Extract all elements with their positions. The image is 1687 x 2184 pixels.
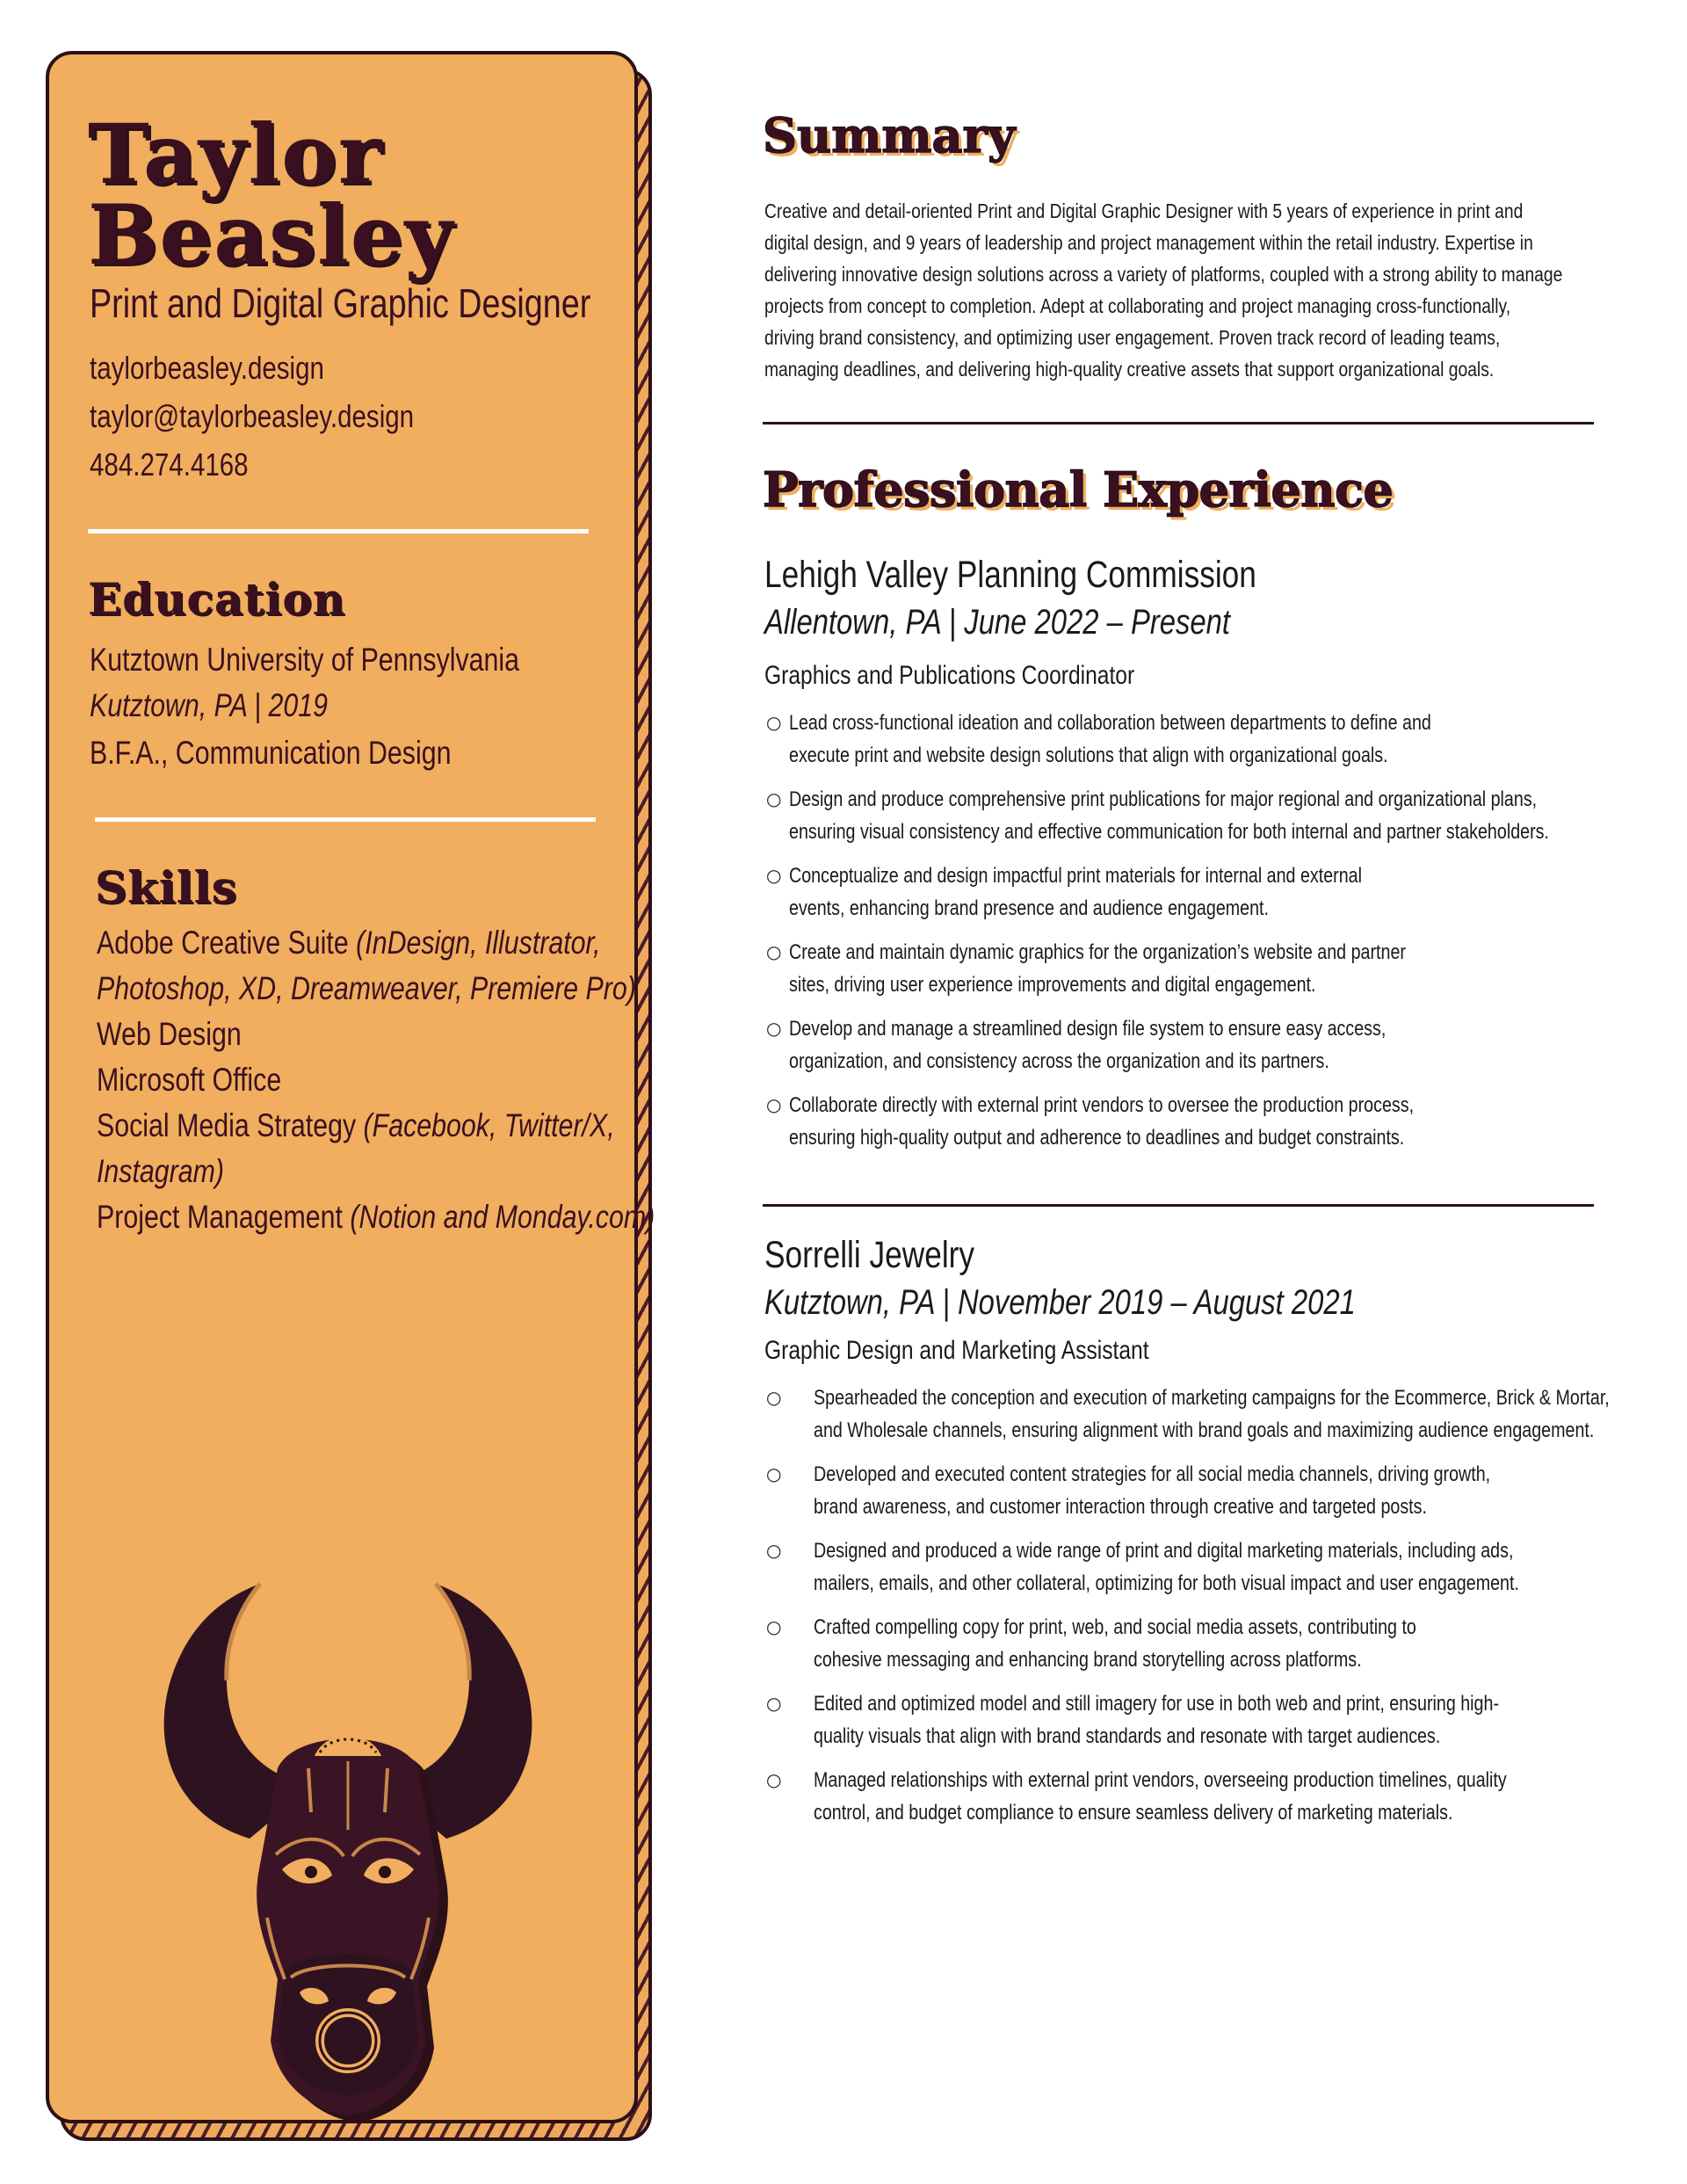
name-first: Taylor — [88, 106, 384, 203]
skill-adobe — [97, 925, 600, 961]
bullet-line: Spearheaded the conception and execution of marketing campaigns for the Ecommerce, Brick & Mortar, — [814, 1386, 1610, 1410]
education-degree: B.F.A., Communication Design — [90, 735, 452, 771]
skill-office: Microsoft Office — [97, 1062, 282, 1098]
summary-paragraph — [764, 195, 1571, 385]
email-link[interactable]: taylor@taylorbeasley.design — [90, 398, 415, 434]
bullet-line: control, and budget compliance to ensure seamless delivery of marketing materials. — [814, 1801, 1453, 1825]
skill-pm-label: Project Management — [97, 1199, 343, 1235]
bullet-line: sites, driving user experience improvements and digital engagement. — [789, 973, 1316, 997]
bullet-circle-icon: ○ — [766, 1540, 782, 1561]
sidebar-card — [46, 51, 655, 2123]
bullet-circle-icon: ○ — [766, 1693, 782, 1714]
bull-head-icon — [128, 1549, 568, 2129]
bullet-line: Create and maintain dynamic graphics for the organization’s website and partner — [789, 940, 1406, 964]
bullet-line: and Wholesale channels, ensuring alignment with brand goals and maximizing audience engagement. — [814, 1419, 1595, 1442]
job-meta: Kutztown, PA | November 2019 – August 2021 — [764, 1283, 1356, 1322]
list-item — [766, 783, 1687, 860]
summary-line: delivering innovative design solutions across a variety of platforms, coupled with a strong ability to manage — [764, 263, 1563, 286]
bullet-circle-icon: ○ — [766, 1616, 782, 1637]
bullet-line: Develop and manage a streamlined design file system to ensure easy access, — [789, 1017, 1387, 1041]
bullet-line: organization, and consistency across the organization and its partners. — [789, 1049, 1329, 1073]
skill-adobe-detail: (InDesign, Illustrator, — [356, 925, 601, 961]
summary-line: Creative and detail-oriented Print and Digital Graphic Designer with 5 years of experience in print and — [764, 200, 1524, 222]
sidebar-divider — [88, 529, 589, 533]
website-link[interactable]: taylorbeasley.design — [90, 350, 324, 386]
bullet-line: ensuring high-quality output and adherence to deadlines and budget constraints. — [789, 1126, 1405, 1150]
education-heading: Education — [88, 573, 346, 625]
summary-heading: Summary — [763, 107, 1016, 163]
bullet-line: cohesive messaging and enhancing brand storytelling across platforms. — [814, 1648, 1362, 1672]
bullet-circle-icon: ○ — [766, 712, 782, 733]
summary-line: managing deadlines, and delivering high-quality creative assets that support organizational goals. — [764, 358, 1495, 381]
sidebar-divider — [95, 817, 596, 822]
education-location-year: Kutztown, PA | 2019 — [90, 687, 328, 723]
job-title: Print and Digital Graphic Designer — [90, 280, 591, 326]
list-item — [766, 1012, 1687, 1089]
section-divider — [763, 422, 1594, 424]
job-role: Graphics and Publications Coordinator — [764, 661, 1135, 690]
job-meta: Allentown, PA | June 2022 – Present — [764, 603, 1231, 642]
skill-social-detail: (Facebook, Twitter/X, — [363, 1107, 615, 1143]
bullet-circle-icon: ○ — [766, 1387, 782, 1408]
bullet-circle-icon: ○ — [766, 1463, 782, 1484]
job-bullet-list — [766, 1382, 1687, 1840]
skill-social-label: Social Media Strategy — [97, 1107, 357, 1143]
list-item — [766, 936, 1687, 1012]
summary-line: digital design, and 9 years of leadership and project management within the retail industry. Expertise in — [764, 231, 1533, 254]
list-item — [766, 1764, 1687, 1840]
bullet-circle-icon: ○ — [766, 788, 782, 809]
section-divider — [763, 1204, 1594, 1207]
skill-pm — [97, 1199, 655, 1236]
skill-social-detail-cont: Instagram) — [97, 1153, 225, 1189]
job-org: Sorrelli Jewelry — [764, 1234, 975, 1276]
bullet-circle-icon: ○ — [766, 1018, 782, 1039]
job-role: Graphic Design and Marketing Assistant — [764, 1336, 1149, 1365]
list-item — [766, 707, 1687, 783]
summary-line: driving brand consistency, and optimizing user engagement. Proven track record of leading teams, — [764, 326, 1501, 349]
list-item — [766, 1611, 1687, 1687]
bullet-circle-icon: ○ — [766, 1769, 782, 1790]
bullet-line: Crafted compelling copy for print, web, and social media assets, contributing to — [814, 1615, 1416, 1639]
list-item — [766, 1687, 1687, 1764]
bullet-circle-icon: ○ — [766, 1094, 782, 1115]
skills-heading: Skills — [95, 861, 237, 913]
bullet-line: Managed relationships with external print vendors, overseeing production timelines, quality — [814, 1768, 1507, 1792]
resume-name — [88, 106, 580, 284]
bullet-line: Developed and executed content strategies for all social media channels, driving growth, — [814, 1462, 1491, 1486]
list-item — [766, 1089, 1687, 1165]
bullet-line: quality visuals that align with brand standards and resonate with target audiences. — [814, 1724, 1441, 1748]
job-org: Lehigh Valley Planning Commission — [764, 554, 1256, 596]
summary-line: projects from concept to completion. Adept at collaborating and project managing cross-functionally, — [764, 294, 1511, 317]
list-item — [766, 1458, 1687, 1535]
bullet-line: Designed and produced a wide range of print and digital marketing materials, including ads, — [814, 1539, 1514, 1563]
skill-pm-detail: (Notion and Monday.com) — [350, 1199, 655, 1235]
experience-heading: Professional Experience — [763, 461, 1394, 518]
job-bullet-list — [766, 707, 1687, 1165]
bullet-line: Conceptualize and design impactful print materials for internal and external — [789, 864, 1362, 888]
name-last: Beasley — [88, 187, 455, 284]
bullet-line: events, enhancing brand presence and audience engagement. — [789, 896, 1269, 920]
skill-adobe-label: Adobe Creative Suite — [97, 925, 349, 961]
skill-web: Web Design — [97, 1016, 242, 1052]
bullet-line: Collaborate directly with external print vendors to oversee the production process, — [789, 1093, 1415, 1117]
bullet-circle-icon: ○ — [766, 865, 782, 886]
bullet-circle-icon: ○ — [766, 941, 782, 962]
bullet-line: Edited and optimized model and still imagery for use in both web and print, ensuring high- — [814, 1692, 1499, 1716]
bullet-line: mailers, emails, and other collateral, optimizing for both visual impact and user engagement. — [814, 1571, 1519, 1595]
bullet-line: Lead cross-functional ideation and collaboration between departments to define and — [789, 711, 1431, 735]
skill-adobe-detail-cont: Photoshop, XD, Dreamweaver, Premiere Pro) — [97, 970, 636, 1006]
bullet-line: brand awareness, and customer interaction through creative and targeted posts. — [814, 1495, 1427, 1519]
skill-social — [97, 1107, 615, 1144]
education-school: Kutztown University of Pennsylvania — [90, 642, 520, 678]
phone-number: 484.274.4168 — [90, 446, 249, 483]
list-item — [766, 1382, 1687, 1458]
bullet-line: ensuring visual consistency and effective communication for both internal and partner stakeholders. — [789, 820, 1549, 844]
bullet-line: execute print and website design solutions that align with organizational goals. — [789, 744, 1388, 767]
bullet-line: Design and produce comprehensive print publications for major regional and organizational plans, — [789, 787, 1538, 811]
list-item — [766, 860, 1687, 936]
list-item — [766, 1535, 1687, 1611]
